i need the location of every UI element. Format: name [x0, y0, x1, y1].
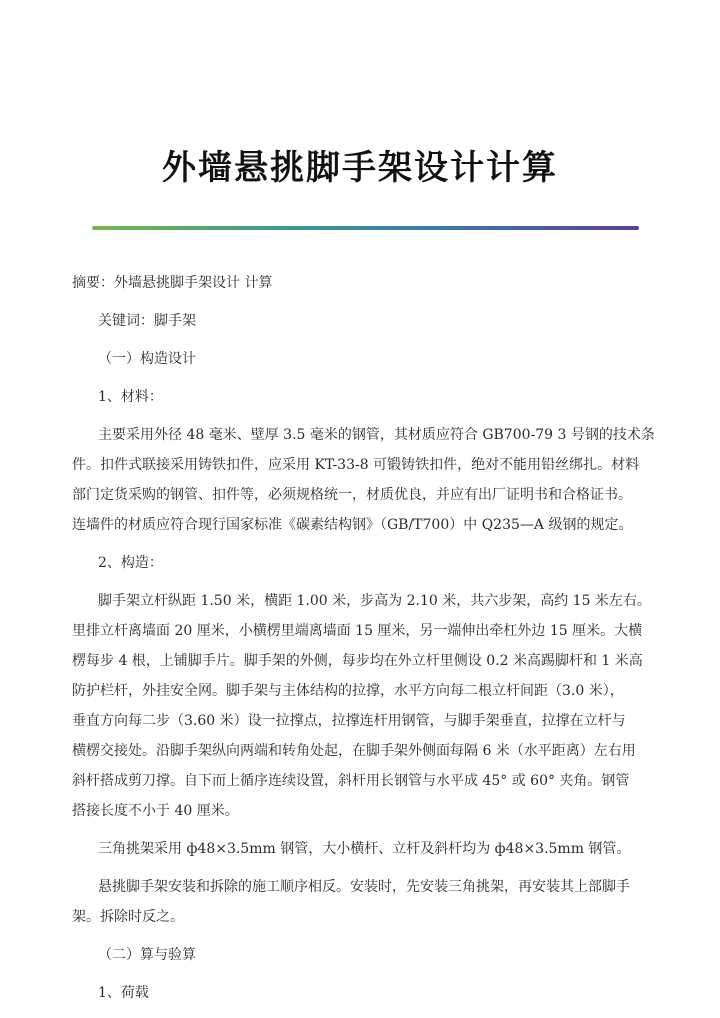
- subheading-loads: 1、荷载: [98, 985, 149, 1001]
- paragraph-line: 垂直方向每二步（3.60 米）设一拉撑点，拉撑连杆用钢管，与脚手架垂直，拉撑在立杆与: [72, 713, 626, 729]
- paragraph-line: 防护栏杆，外挂安全网。脚手架与主体结构的拉撑，水平方向每二根立杆间距（3.0 米），: [72, 683, 624, 699]
- paragraph-line: 悬挑脚手架安装和拆除的施工顺序相反。安装时，先安装三角挑架，再安装其上部脚手: [98, 879, 630, 895]
- title-divider: [92, 226, 639, 230]
- paragraph-line: 连墙件的材质应符合现行国家标准《碳素结构钢》（GB/T700）中 Q235—A 级钢的规定。: [72, 517, 633, 533]
- paragraph-line: 部门定货采购的钢管、扣件等，必须规格统一，材质优良，并应有出厂证明书和合格证书。: [72, 487, 632, 503]
- paragraph-materials: [72, 420, 655, 540]
- paragraph-line: 脚手架立杆纵距 1.50 米，横距 1.00 米，步高为 2.10 米，共六步架，高约 15 米左右。: [98, 593, 651, 609]
- keywords-line: 关键词：脚手架: [98, 313, 196, 329]
- section-heading-construction: （一）构造设计: [98, 351, 196, 367]
- abstract-line: 摘要：外墙悬挑脚手架设计 计算: [72, 275, 273, 291]
- subheading-structure: 2、构造：: [98, 555, 163, 571]
- paragraph-line: 主要采用外径 48 毫米、壁厚 3.5 毫米的钢管，其材质应符合 GB700-79 3 号钢的技术条: [98, 427, 655, 443]
- paragraph-line: 三角挑架采用 ф48×3.5mm 钢管，大小横杆、立杆及斜杆均为 ф48×3.5mm 钢管。: [98, 841, 631, 857]
- paragraph-line: 楞每步 4 根，上铺脚手片。脚手架的外侧，每步均在外立杆里侧设 0.2 米高踢脚杆和 1 米高: [72, 653, 643, 669]
- document-title: 外墙悬挑脚手架设计计算: [162, 148, 558, 188]
- paragraph-triangle-bracket: [72, 834, 650, 864]
- paragraph-installation: [72, 872, 650, 932]
- paragraph-line: 斜杆搭成剪刀撑。自下而上循序连续设置，斜杆用长钢管与水平成 45° 或 60° 夹角。钢管: [72, 773, 630, 789]
- section-heading-calculation: （二）算与验算: [98, 947, 196, 963]
- paragraph-structure: [72, 586, 650, 826]
- subheading-materials: 1、材料：: [98, 389, 163, 405]
- paragraph-line: 搭接长度不小于 40 厘米。: [72, 803, 239, 819]
- paragraph-line: 里排立杆离墙面 20 厘米，小横楞里端离墙面 15 厘米，另一端伸出牵杠外边 15 厘米。大横: [72, 623, 643, 639]
- paragraph-line: 横楞交接处。沿脚手架纵向两端和转角处起，在脚手架外侧面每隔 6 米（水平距离）左右用: [72, 743, 636, 759]
- paragraph-line: 件。扣件式联接采用铸铁扣件，应采用 KT-33-8 可锻铸铁扣件，绝对不能用铅丝绑扎。材料: [72, 457, 640, 473]
- paragraph-line: 架。拆除时反之。: [72, 909, 184, 925]
- document-body: [72, 268, 655, 1008]
